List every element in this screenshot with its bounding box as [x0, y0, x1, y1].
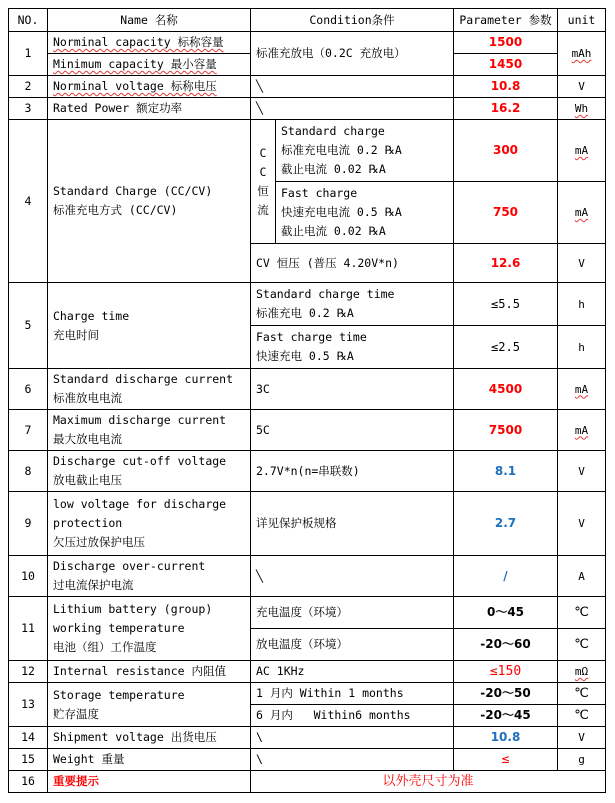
row-unit	[558, 182, 606, 244]
row-no: 10	[9, 556, 48, 597]
row-condition: 2.7V*n(n=串联数)	[251, 451, 454, 492]
row-value: /	[454, 556, 558, 597]
table-row	[9, 749, 606, 771]
name-en: low voltage for discharge	[53, 497, 227, 511]
row-no: 5	[9, 283, 48, 369]
row-name	[48, 597, 251, 661]
table-row	[9, 410, 606, 451]
row-name	[48, 451, 251, 492]
header-parameter: Parameter 参数	[454, 9, 558, 32]
row-unit	[558, 120, 606, 182]
name-cn: 充电时间	[53, 327, 99, 342]
row-condition: 放电温度（环境）	[251, 629, 454, 661]
row-unit: V	[558, 451, 606, 492]
row-condition	[251, 326, 454, 369]
row-unit: ℃	[558, 597, 606, 629]
row-unit	[558, 32, 606, 76]
row-no: 3	[9, 98, 48, 120]
name-cn: 贮存温度	[53, 706, 99, 721]
table-row	[9, 98, 606, 120]
name-cn: 最大放电电流	[53, 432, 122, 446]
row-name	[48, 410, 251, 451]
row-condition: 充电温度（环境）	[251, 597, 454, 629]
cc-label	[251, 120, 276, 244]
table-row	[9, 727, 606, 749]
row-name	[48, 54, 251, 76]
row-value: 10.8	[454, 727, 558, 749]
row-name	[48, 32, 251, 54]
row-name	[48, 683, 251, 727]
table-row	[9, 32, 606, 54]
unit-text: mA	[574, 423, 589, 437]
name-text: Norminal voltage 标称电压	[53, 79, 217, 93]
condition-line: 标准充电 0.2 ℞A	[256, 306, 354, 320]
name-en: Discharge cut-off voltage	[53, 454, 227, 468]
row-condition: 6 月内 Within6 months	[251, 705, 454, 727]
row-value: 8.1	[454, 451, 558, 492]
row-value: ≤5.5	[454, 283, 558, 326]
row-condition: \	[251, 727, 454, 749]
cc-label-char: C	[259, 164, 267, 179]
name-en: Maximum discharge current	[53, 413, 227, 427]
table-row	[9, 661, 606, 683]
row-no: 6	[9, 369, 48, 410]
row-name: Shipment voltage 出货电压	[48, 727, 251, 749]
cc-label-char: C	[259, 145, 267, 160]
row-value: 1500	[454, 32, 558, 54]
name-cn: 标准放电电流	[53, 391, 122, 405]
name-en: Lithium battery (group)	[53, 602, 213, 616]
header-condition: Condition条件	[251, 9, 454, 32]
row-unit: V	[558, 727, 606, 749]
table-row	[9, 771, 606, 793]
row-no: 13	[9, 683, 48, 727]
row-condition: ╲	[251, 556, 454, 597]
row-condition: ╲	[251, 98, 454, 120]
row-no: 14	[9, 727, 48, 749]
row-name: Internal resistance 内阻值	[48, 661, 251, 683]
row-value: 2.7	[454, 492, 558, 556]
row-value: -20～60	[454, 629, 558, 661]
row-condition: 1 月内 Within 1 months	[251, 683, 454, 705]
row-value: 12.6	[454, 244, 558, 283]
condition-line: 截止电流 0.02 ℞A	[281, 224, 386, 238]
row-value: 10.8	[454, 76, 558, 98]
unit-text: mAh	[571, 47, 592, 60]
table-row	[9, 683, 606, 705]
name-en: Discharge over-current	[53, 559, 206, 573]
row-condition: \	[251, 749, 454, 771]
condition-line: 截止电流 0.02 ℞A	[281, 162, 386, 176]
row-no: 12	[9, 661, 48, 683]
row-value: 750	[454, 182, 558, 244]
row-unit: h	[558, 326, 606, 369]
row-unit: g	[558, 749, 606, 771]
row-value: -20～45	[454, 705, 558, 727]
row-condition: CV 恒压 (普压 4.20V*n)	[251, 244, 454, 283]
name-en: Standard discharge current	[53, 372, 234, 386]
unit-text: mA	[574, 206, 589, 219]
row-no: 1	[9, 32, 48, 76]
row-value: 300	[454, 120, 558, 182]
row-name: Rated Power 额定功率	[48, 98, 251, 120]
name-en: Storage temperature	[53, 687, 185, 702]
row-unit	[558, 661, 606, 683]
condition-line: 快速充电 0.5 ℞A	[256, 349, 354, 363]
name-text: Minimum capacity 最小容量	[53, 57, 217, 71]
condition-line: Standard charge time	[256, 287, 395, 301]
row-name	[48, 76, 251, 98]
row-value: ≤150	[454, 661, 558, 683]
row-no: 16	[9, 771, 48, 793]
battery-spec-table	[8, 8, 606, 793]
row-unit: V	[558, 492, 606, 556]
table-row	[9, 120, 606, 182]
row-name	[48, 120, 251, 283]
header-no: NO.	[9, 9, 48, 32]
row-value: ≤2.5	[454, 326, 558, 369]
row-value: 4500	[454, 369, 558, 410]
row-unit: h	[558, 283, 606, 326]
row-unit	[558, 410, 606, 451]
header-row	[9, 9, 606, 32]
row-unit	[558, 369, 606, 410]
row-no: 15	[9, 749, 48, 771]
unit-text: mΩ	[574, 665, 589, 678]
table-row	[9, 492, 606, 556]
condition-line: Standard charge	[281, 124, 385, 138]
name-en: protection	[53, 516, 123, 530]
row-condition	[276, 182, 454, 244]
header-name: Name 名称	[48, 9, 251, 32]
row-no: 9	[9, 492, 48, 556]
row-value: 7500	[454, 410, 558, 451]
row-condition: 5C	[251, 410, 454, 451]
row-no: 11	[9, 597, 48, 661]
condition-line: Fast charge time	[256, 330, 367, 344]
cc-label-char: 恒	[257, 183, 269, 198]
row-condition: 标准充放电（0.2C 充放电）	[251, 32, 454, 76]
name-en: Charge time	[53, 308, 130, 323]
name-cn: 电池（组）工作温度	[53, 640, 157, 654]
row-condition	[251, 283, 454, 326]
name-cn: 标准充电方式 (CC/CV)	[53, 203, 178, 217]
name-cn: 欠压过放保护电压	[53, 535, 145, 549]
row-no: 2	[9, 76, 48, 98]
table-row	[9, 597, 606, 629]
row-value: 16.2	[454, 98, 558, 120]
row-unit	[558, 98, 606, 120]
row-unit: A	[558, 556, 606, 597]
unit-text: mA	[574, 144, 589, 157]
row-name	[48, 492, 251, 556]
condition-line: 标准充电电流 0.2 ℞A	[281, 143, 402, 157]
name-cn: 过电流保护电流	[53, 578, 134, 592]
row-unit: ℃	[558, 683, 606, 705]
row-name	[48, 556, 251, 597]
table-row	[9, 451, 606, 492]
row-condition: ╲	[251, 76, 454, 98]
condition-line: 快速充电电流 0.5 ℞A	[281, 205, 402, 219]
header-unit: unit	[558, 9, 606, 32]
row-value: 1450	[454, 54, 558, 76]
important-note-label: 重要提示	[48, 771, 251, 793]
row-name: Weight 重量	[48, 749, 251, 771]
row-value: 0～45	[454, 597, 558, 629]
cc-label-char: 流	[257, 202, 269, 217]
row-name	[48, 283, 251, 369]
row-unit: V	[558, 244, 606, 283]
row-value: ≤	[454, 749, 558, 771]
row-condition: 3C	[251, 369, 454, 410]
table-row	[9, 283, 606, 326]
row-unit: ℃	[558, 629, 606, 661]
row-unit: ℃	[558, 705, 606, 727]
row-no: 4	[9, 120, 48, 283]
table-row	[9, 556, 606, 597]
condition-line: Fast charge	[281, 186, 358, 200]
name-cn: 放电截止电压	[53, 473, 122, 487]
unit-text: mA	[574, 382, 589, 396]
row-no: 7	[9, 410, 48, 451]
row-unit: V	[558, 76, 606, 98]
row-name	[48, 369, 251, 410]
row-condition	[276, 120, 454, 182]
row-no: 8	[9, 451, 48, 492]
unit-text: Wh	[574, 102, 589, 115]
name-en: working temperature	[53, 621, 185, 635]
name-text: Norminal capacity 标称容量	[53, 35, 224, 49]
table-row	[9, 76, 606, 98]
important-note-text: 以外壳尺寸为准	[251, 771, 606, 793]
name-en: Standard Charge (CC/CV)	[53, 184, 213, 198]
row-value: -20～50	[454, 683, 558, 705]
row-condition: 详见保护板规格	[251, 492, 454, 556]
row-condition: AC 1KHz	[251, 661, 454, 683]
table-row	[9, 369, 606, 410]
